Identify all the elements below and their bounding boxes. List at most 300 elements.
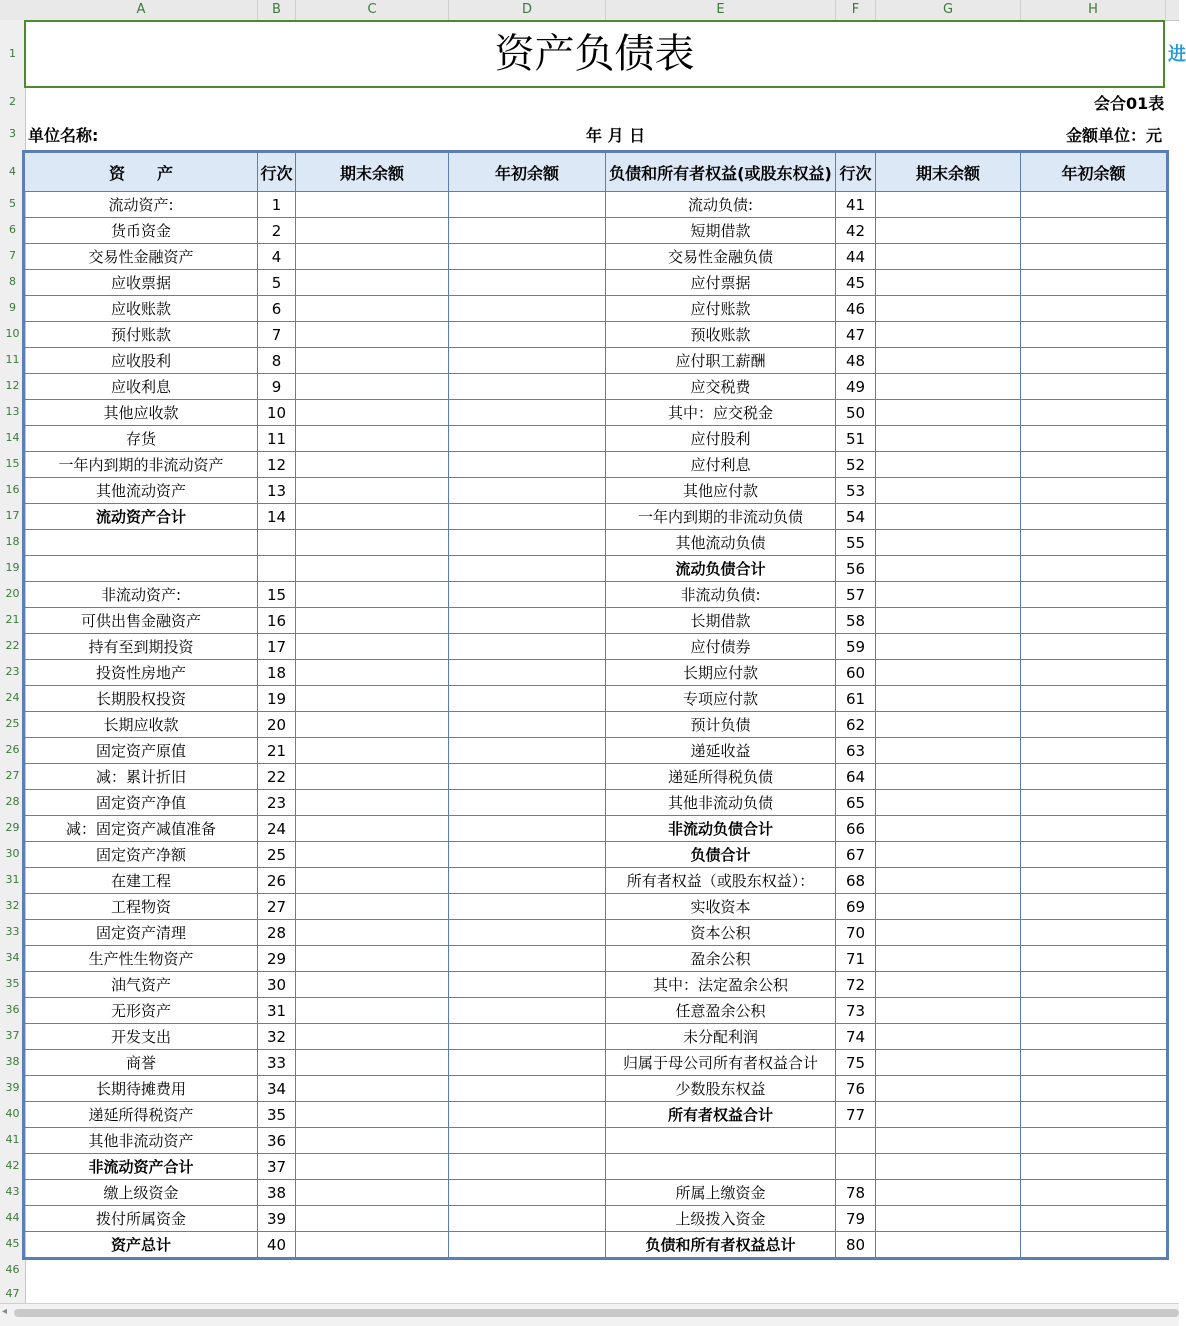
asset-item[interactable]: 其他流动资产 <box>25 478 258 504</box>
liability-item[interactable]: 盈余公积 <box>606 946 836 972</box>
asset-row-no[interactable]: 11 <box>258 426 296 452</box>
asset-begin-balance[interactable] <box>449 816 606 842</box>
unit-name-label[interactable]: 单位名称: <box>28 126 99 145</box>
row-number[interactable]: 34 <box>5 951 20 964</box>
liability-begin-balance[interactable] <box>1021 868 1167 894</box>
date-label[interactable]: 年 月 日 <box>586 126 646 145</box>
asset-begin-balance[interactable] <box>449 608 606 634</box>
asset-item[interactable]: 流动资产合计 <box>25 504 258 530</box>
asset-item[interactable]: 缴上级资金 <box>25 1180 258 1206</box>
asset-row-no[interactable]: 17 <box>258 634 296 660</box>
asset-begin-balance[interactable] <box>449 712 606 738</box>
row-number[interactable]: 17 <box>5 509 20 522</box>
liability-item[interactable]: 其他流动负债 <box>606 530 836 556</box>
asset-row-no[interactable]: 30 <box>258 972 296 998</box>
asset-end-balance[interactable] <box>296 374 449 400</box>
liability-end-balance[interactable] <box>876 660 1021 686</box>
row-number[interactable]: 3 <box>9 126 16 140</box>
liability-end-balance[interactable] <box>876 556 1021 582</box>
liability-row-no[interactable]: 68 <box>836 868 876 894</box>
liability-end-balance[interactable] <box>876 972 1021 998</box>
asset-row-no[interactable]: 29 <box>258 946 296 972</box>
liability-begin-balance[interactable] <box>1021 1154 1167 1180</box>
liability-item[interactable]: 应付股利 <box>606 426 836 452</box>
asset-begin-balance[interactable] <box>449 348 606 374</box>
liability-end-balance[interactable] <box>876 764 1021 790</box>
liability-item[interactable]: 非流动负债: <box>606 582 836 608</box>
liability-row-no[interactable]: 45 <box>836 270 876 296</box>
row-number[interactable]: 4 <box>9 164 16 178</box>
asset-end-balance[interactable] <box>296 608 449 634</box>
asset-end-balance[interactable] <box>296 634 449 660</box>
row-number[interactable]: 47 <box>5 1287 20 1300</box>
asset-end-balance[interactable] <box>296 322 449 348</box>
asset-end-balance[interactable] <box>296 192 449 218</box>
row-number[interactable]: 36 <box>5 1003 20 1016</box>
asset-item[interactable]: 流动资产: <box>25 192 258 218</box>
header-end-balance[interactable]: 期末余额 <box>296 153 449 192</box>
row-number[interactable]: 10 <box>5 327 20 340</box>
asset-end-balance[interactable] <box>296 218 449 244</box>
asset-item[interactable]: 投资性房地产 <box>25 660 258 686</box>
amount-unit-label[interactable]: 金额单位：元 <box>1066 126 1163 145</box>
asset-row-no[interactable]: 12 <box>258 452 296 478</box>
liability-row-no[interactable]: 46 <box>836 296 876 322</box>
liability-begin-balance[interactable] <box>1021 712 1167 738</box>
row-number[interactable]: 21 <box>5 613 20 626</box>
asset-begin-balance[interactable] <box>449 842 606 868</box>
liability-item[interactable]: 交易性金融负债 <box>606 244 836 270</box>
liability-begin-balance[interactable] <box>1021 634 1167 660</box>
liability-begin-balance[interactable] <box>1021 322 1167 348</box>
liability-item[interactable]: 应付债券 <box>606 634 836 660</box>
liability-item[interactable]: 应付票据 <box>606 270 836 296</box>
column-header-f[interactable]: F <box>836 0 876 20</box>
liability-end-balance[interactable] <box>876 686 1021 712</box>
asset-end-balance[interactable] <box>296 712 449 738</box>
liability-row-no[interactable]: 71 <box>836 946 876 972</box>
asset-row-no[interactable]: 15 <box>258 582 296 608</box>
liability-row-no[interactable]: 52 <box>836 452 876 478</box>
liability-begin-balance[interactable] <box>1021 1206 1167 1232</box>
asset-row-no[interactable]: 5 <box>258 270 296 296</box>
row-number[interactable]: 37 <box>5 1029 20 1042</box>
liability-row-no[interactable]: 60 <box>836 660 876 686</box>
asset-item[interactable]: 固定资产清理 <box>25 920 258 946</box>
asset-row-no[interactable]: 8 <box>258 348 296 374</box>
liability-end-balance[interactable] <box>876 1076 1021 1102</box>
liability-end-balance[interactable] <box>876 738 1021 764</box>
asset-begin-balance[interactable] <box>449 1102 606 1128</box>
liability-item[interactable]: 实收资本 <box>606 894 836 920</box>
row-number[interactable]: 38 <box>5 1055 20 1068</box>
liability-begin-balance[interactable] <box>1021 530 1167 556</box>
column-header-a[interactable]: A <box>25 0 258 20</box>
asset-end-balance[interactable] <box>296 738 449 764</box>
asset-item[interactable]: 递延所得税资产 <box>25 1102 258 1128</box>
liability-item[interactable]: 专项应付款 <box>606 686 836 712</box>
asset-item[interactable]: 长期待摊费用 <box>25 1076 258 1102</box>
liability-end-balance[interactable] <box>876 920 1021 946</box>
liability-end-balance[interactable] <box>876 894 1021 920</box>
asset-row-no[interactable]: 20 <box>258 712 296 738</box>
liability-row-no[interactable]: 67 <box>836 842 876 868</box>
liability-end-balance[interactable] <box>876 816 1021 842</box>
row-number[interactable]: 46 <box>5 1263 20 1276</box>
row-number[interactable]: 7 <box>9 249 16 262</box>
asset-item[interactable]: 生产性生物资产 <box>25 946 258 972</box>
asset-item[interactable]: 交易性金融资产 <box>25 244 258 270</box>
liability-item[interactable]: 应付职工薪酬 <box>606 348 836 374</box>
asset-row-no[interactable]: 31 <box>258 998 296 1024</box>
asset-end-balance[interactable] <box>296 244 449 270</box>
liability-begin-balance[interactable] <box>1021 400 1167 426</box>
header-liabilities[interactable]: 负债和所有者权益(或股东权益) <box>606 153 836 192</box>
liability-row-no[interactable]: 54 <box>836 504 876 530</box>
liability-row-no[interactable]: 77 <box>836 1102 876 1128</box>
liability-row-no[interactable]: 48 <box>836 348 876 374</box>
asset-begin-balance[interactable] <box>449 998 606 1024</box>
asset-row-no[interactable]: 36 <box>258 1128 296 1154</box>
column-header-c[interactable]: C <box>296 0 449 20</box>
asset-begin-balance[interactable] <box>449 1154 606 1180</box>
asset-item[interactable]: 应收账款 <box>25 296 258 322</box>
form-number[interactable]: 会合01表 <box>1094 94 1165 113</box>
asset-begin-balance[interactable] <box>449 244 606 270</box>
asset-item[interactable]: 拨付所属资金 <box>25 1206 258 1232</box>
asset-end-balance[interactable] <box>296 1180 449 1206</box>
liability-row-no[interactable]: 80 <box>836 1232 876 1258</box>
liability-item[interactable]: 应付账款 <box>606 296 836 322</box>
liability-begin-balance[interactable] <box>1021 998 1167 1024</box>
liability-begin-balance[interactable] <box>1021 478 1167 504</box>
liability-row-no[interactable] <box>836 1154 876 1180</box>
asset-row-no[interactable]: 37 <box>258 1154 296 1180</box>
asset-item[interactable] <box>25 530 258 556</box>
asset-item[interactable]: 应收利息 <box>25 374 258 400</box>
asset-item[interactable]: 应收股利 <box>25 348 258 374</box>
liability-begin-balance[interactable] <box>1021 218 1167 244</box>
asset-row-no[interactable]: 26 <box>258 868 296 894</box>
row-number[interactable]: 8 <box>9 275 16 288</box>
asset-end-balance[interactable] <box>296 972 449 998</box>
liability-begin-balance[interactable] <box>1021 504 1167 530</box>
asset-begin-balance[interactable] <box>449 920 606 946</box>
liability-end-balance[interactable] <box>876 452 1021 478</box>
liability-row-no[interactable]: 76 <box>836 1076 876 1102</box>
row-number[interactable]: 18 <box>5 535 20 548</box>
scrollbar-thumb[interactable] <box>14 1309 1179 1317</box>
liability-item[interactable]: 其中：应交税金 <box>606 400 836 426</box>
liability-begin-balance[interactable] <box>1021 1180 1167 1206</box>
liability-item[interactable]: 预收账款 <box>606 322 836 348</box>
asset-item[interactable]: 应收票据 <box>25 270 258 296</box>
row-number[interactable]: 40 <box>5 1107 20 1120</box>
liability-begin-balance[interactable] <box>1021 842 1167 868</box>
liability-begin-balance[interactable] <box>1021 946 1167 972</box>
asset-item[interactable]: 预付账款 <box>25 322 258 348</box>
asset-end-balance[interactable] <box>296 946 449 972</box>
liability-row-no[interactable]: 42 <box>836 218 876 244</box>
liability-row-no[interactable]: 73 <box>836 998 876 1024</box>
liability-row-no[interactable]: 41 <box>836 192 876 218</box>
row-number[interactable]: 41 <box>5 1133 20 1146</box>
row-number[interactable]: 9 <box>9 301 16 314</box>
asset-item[interactable]: 固定资产原值 <box>25 738 258 764</box>
liability-row-no[interactable]: 56 <box>836 556 876 582</box>
liability-item[interactable]: 流动负债: <box>606 192 836 218</box>
row-number[interactable]: 1 <box>9 47 16 60</box>
liability-row-no[interactable]: 49 <box>836 374 876 400</box>
asset-row-no[interactable] <box>258 556 296 582</box>
header-assets[interactable]: 资 产 <box>25 153 258 192</box>
liability-end-balance[interactable] <box>876 1180 1021 1206</box>
liability-item[interactable]: 预计负债 <box>606 712 836 738</box>
liability-end-balance[interactable] <box>876 478 1021 504</box>
asset-begin-balance[interactable] <box>449 790 606 816</box>
asset-item[interactable]: 存货 <box>25 426 258 452</box>
asset-item[interactable]: 油气资产 <box>25 972 258 998</box>
liability-begin-balance[interactable] <box>1021 1024 1167 1050</box>
liability-end-balance[interactable] <box>876 1154 1021 1180</box>
row-number[interactable]: 30 <box>5 847 20 860</box>
liability-begin-balance[interactable] <box>1021 348 1167 374</box>
liability-end-balance[interactable] <box>876 270 1021 296</box>
liability-end-balance[interactable] <box>876 1232 1021 1258</box>
asset-end-balance[interactable] <box>296 816 449 842</box>
liability-end-balance[interactable] <box>876 244 1021 270</box>
row-number[interactable]: 22 <box>5 639 20 652</box>
liability-item[interactable]: 其中：法定盈余公积 <box>606 972 836 998</box>
row-number[interactable]: 35 <box>5 977 20 990</box>
asset-row-no[interactable]: 28 <box>258 920 296 946</box>
asset-row-no[interactable]: 38 <box>258 1180 296 1206</box>
asset-end-balance[interactable] <box>296 1076 449 1102</box>
asset-item[interactable]: 减：累计折旧 <box>25 764 258 790</box>
row-number[interactable]: 27 <box>5 769 20 782</box>
asset-begin-balance[interactable] <box>449 218 606 244</box>
asset-row-no[interactable]: 7 <box>258 322 296 348</box>
row-number[interactable]: 23 <box>5 665 20 678</box>
liability-row-no[interactable] <box>836 1128 876 1154</box>
liability-begin-balance[interactable] <box>1021 764 1167 790</box>
asset-item[interactable]: 工程物资 <box>25 894 258 920</box>
liability-row-no[interactable]: 44 <box>836 244 876 270</box>
asset-begin-balance[interactable] <box>449 738 606 764</box>
asset-begin-balance[interactable] <box>449 192 606 218</box>
liability-item[interactable]: 资本公积 <box>606 920 836 946</box>
liability-row-no[interactable]: 63 <box>836 738 876 764</box>
asset-end-balance[interactable] <box>296 452 449 478</box>
asset-item[interactable]: 固定资产净额 <box>25 842 258 868</box>
asset-row-no[interactable]: 13 <box>258 478 296 504</box>
asset-item[interactable]: 其他应收款 <box>25 400 258 426</box>
liability-begin-balance[interactable] <box>1021 582 1167 608</box>
asset-begin-balance[interactable] <box>449 1128 606 1154</box>
asset-end-balance[interactable] <box>296 1102 449 1128</box>
asset-end-balance[interactable] <box>296 270 449 296</box>
liability-row-no[interactable]: 51 <box>836 426 876 452</box>
asset-begin-balance[interactable] <box>449 374 606 400</box>
row-number[interactable]: 25 <box>5 717 20 730</box>
asset-end-balance[interactable] <box>296 582 449 608</box>
asset-row-no[interactable]: 32 <box>258 1024 296 1050</box>
asset-begin-balance[interactable] <box>449 582 606 608</box>
horizontal-scrollbar[interactable] <box>0 1303 1179 1326</box>
liability-begin-balance[interactable] <box>1021 452 1167 478</box>
asset-end-balance[interactable] <box>296 764 449 790</box>
liability-end-balance[interactable] <box>876 608 1021 634</box>
asset-end-balance[interactable] <box>296 478 449 504</box>
asset-end-balance[interactable] <box>296 686 449 712</box>
asset-row-no[interactable]: 24 <box>258 816 296 842</box>
liability-end-balance[interactable] <box>876 790 1021 816</box>
liability-begin-balance[interactable] <box>1021 1102 1167 1128</box>
row-number[interactable]: 13 <box>5 405 20 418</box>
liability-end-balance[interactable] <box>876 582 1021 608</box>
asset-end-balance[interactable] <box>296 894 449 920</box>
asset-item[interactable]: 长期应收款 <box>25 712 258 738</box>
sheet-title[interactable]: 资产负债表 <box>24 20 1165 88</box>
asset-row-no[interactable] <box>258 530 296 556</box>
asset-item[interactable]: 一年内到期的非流动资产 <box>25 452 258 478</box>
column-header-b[interactable]: B <box>258 0 296 20</box>
liability-item[interactable]: 负债合计 <box>606 842 836 868</box>
asset-row-no[interactable]: 6 <box>258 296 296 322</box>
asset-item[interactable]: 持有至到期投资 <box>25 634 258 660</box>
liability-item[interactable]: 其他非流动负债 <box>606 790 836 816</box>
asset-begin-balance[interactable] <box>449 504 606 530</box>
asset-end-balance[interactable] <box>296 1206 449 1232</box>
row-number[interactable]: 43 <box>5 1185 20 1198</box>
asset-begin-balance[interactable] <box>449 296 606 322</box>
liability-row-no[interactable]: 74 <box>836 1024 876 1050</box>
liability-item[interactable]: 少数股东权益 <box>606 1076 836 1102</box>
row-number[interactable]: 15 <box>5 457 20 470</box>
header-row-no-2[interactable]: 行次 <box>836 153 876 192</box>
row-number[interactable]: 11 <box>5 353 20 366</box>
liability-item[interactable]: 任意盈余公积 <box>606 998 836 1024</box>
liability-row-no[interactable]: 72 <box>836 972 876 998</box>
column-header-d[interactable]: D <box>449 0 606 20</box>
row-number[interactable]: 44 <box>5 1211 20 1224</box>
liability-item[interactable]: 负债和所有者权益总计 <box>606 1232 836 1258</box>
asset-end-balance[interactable] <box>296 348 449 374</box>
asset-begin-balance[interactable] <box>449 400 606 426</box>
liability-begin-balance[interactable] <box>1021 686 1167 712</box>
liability-end-balance[interactable] <box>876 1128 1021 1154</box>
row-number[interactable]: 33 <box>5 925 20 938</box>
liability-item[interactable]: 非流动负债合计 <box>606 816 836 842</box>
asset-begin-balance[interactable] <box>449 634 606 660</box>
header-end-balance-2[interactable]: 期末余额 <box>876 153 1021 192</box>
asset-end-balance[interactable] <box>296 1128 449 1154</box>
liability-item[interactable]: 所属上缴资金 <box>606 1180 836 1206</box>
liability-end-balance[interactable] <box>876 348 1021 374</box>
liability-item[interactable]: 所有者权益（或股东权益）： <box>606 868 836 894</box>
liability-end-balance[interactable] <box>876 530 1021 556</box>
liability-row-no[interactable]: 58 <box>836 608 876 634</box>
liability-begin-balance[interactable] <box>1021 374 1167 400</box>
asset-end-balance[interactable] <box>296 504 449 530</box>
asset-begin-balance[interactable] <box>449 1232 606 1258</box>
liability-item[interactable]: 上级拨入资金 <box>606 1206 836 1232</box>
row-number[interactable]: 16 <box>5 483 20 496</box>
row-number[interactable]: 6 <box>9 223 16 236</box>
header-begin-balance[interactable]: 年初余额 <box>449 153 606 192</box>
asset-begin-balance[interactable] <box>449 1076 606 1102</box>
asset-begin-balance[interactable] <box>449 1050 606 1076</box>
liability-row-no[interactable]: 59 <box>836 634 876 660</box>
liability-begin-balance[interactable] <box>1021 1076 1167 1102</box>
asset-row-no[interactable]: 10 <box>258 400 296 426</box>
liability-item[interactable]: 一年内到期的非流动负债 <box>606 504 836 530</box>
asset-begin-balance[interactable] <box>449 556 606 582</box>
liability-item[interactable]: 所有者权益合计 <box>606 1102 836 1128</box>
liability-item[interactable]: 应付利息 <box>606 452 836 478</box>
asset-begin-balance[interactable] <box>449 894 606 920</box>
asset-begin-balance[interactable] <box>449 1206 606 1232</box>
asset-begin-balance[interactable] <box>449 426 606 452</box>
row-number[interactable]: 24 <box>5 691 20 704</box>
asset-row-no[interactable]: 22 <box>258 764 296 790</box>
liability-item[interactable]: 长期应付款 <box>606 660 836 686</box>
row-number[interactable]: 32 <box>5 899 20 912</box>
liability-row-no[interactable]: 62 <box>836 712 876 738</box>
asset-item[interactable]: 开发支出 <box>25 1024 258 1050</box>
asset-end-balance[interactable] <box>296 1024 449 1050</box>
asset-end-balance[interactable] <box>296 426 449 452</box>
row-number[interactable]: 12 <box>5 379 20 392</box>
liability-begin-balance[interactable] <box>1021 296 1167 322</box>
asset-item[interactable]: 商誉 <box>25 1050 258 1076</box>
liability-end-balance[interactable] <box>876 1206 1021 1232</box>
liability-row-no[interactable]: 55 <box>836 530 876 556</box>
asset-end-balance[interactable] <box>296 1050 449 1076</box>
liability-end-balance[interactable] <box>876 842 1021 868</box>
liability-row-no[interactable]: 65 <box>836 790 876 816</box>
asset-end-balance[interactable] <box>296 790 449 816</box>
liability-row-no[interactable]: 64 <box>836 764 876 790</box>
row-number[interactable]: 14 <box>5 431 20 444</box>
liability-row-no[interactable]: 78 <box>836 1180 876 1206</box>
liability-item[interactable]: 未分配利润 <box>606 1024 836 1050</box>
asset-begin-balance[interactable] <box>449 764 606 790</box>
liability-end-balance[interactable] <box>876 426 1021 452</box>
asset-begin-balance[interactable] <box>449 530 606 556</box>
liability-begin-balance[interactable] <box>1021 556 1167 582</box>
liability-row-no[interactable]: 57 <box>836 582 876 608</box>
asset-end-balance[interactable] <box>296 556 449 582</box>
asset-begin-balance[interactable] <box>449 1180 606 1206</box>
liability-begin-balance[interactable] <box>1021 894 1167 920</box>
asset-item[interactable]: 固定资产净值 <box>25 790 258 816</box>
asset-item[interactable]: 非流动资产: <box>25 582 258 608</box>
liability-item[interactable]: 短期借款 <box>606 218 836 244</box>
liability-end-balance[interactable] <box>876 192 1021 218</box>
liability-row-no[interactable]: 69 <box>836 894 876 920</box>
row-number[interactable]: 29 <box>5 821 20 834</box>
liability-begin-balance[interactable] <box>1021 244 1167 270</box>
liability-end-balance[interactable] <box>876 296 1021 322</box>
asset-item[interactable]: 货币资金 <box>25 218 258 244</box>
asset-begin-balance[interactable] <box>449 1024 606 1050</box>
asset-end-balance[interactable] <box>296 1232 449 1258</box>
asset-end-balance[interactable] <box>296 998 449 1024</box>
liability-begin-balance[interactable] <box>1021 608 1167 634</box>
liability-end-balance[interactable] <box>876 1050 1021 1076</box>
liability-end-balance[interactable] <box>876 218 1021 244</box>
